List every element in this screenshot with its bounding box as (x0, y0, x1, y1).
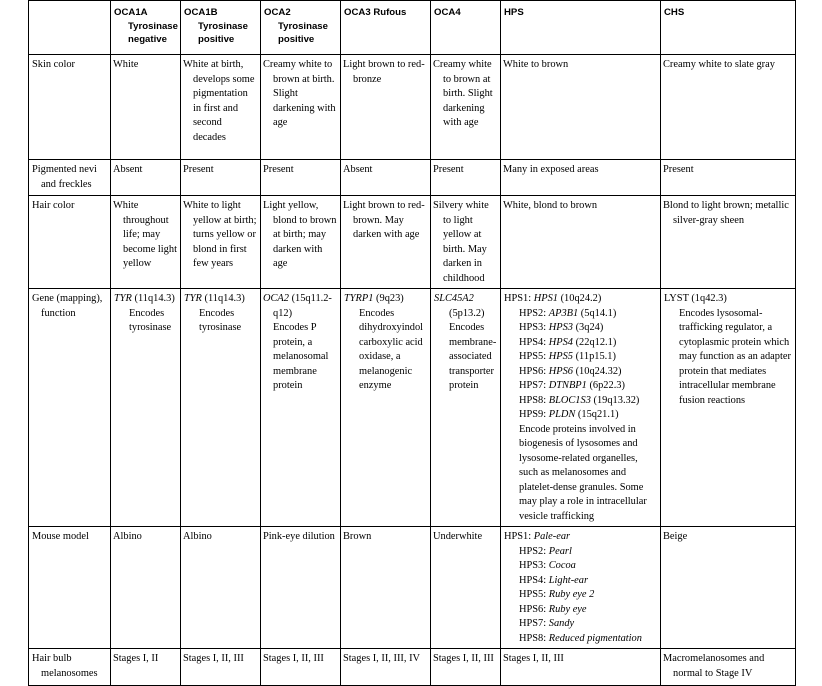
cell-oca4 (431, 289, 501, 527)
header-oca4: OCA4 (431, 1, 501, 55)
cell-oca2: Creamy white to brown at birth. Slight darkening with age (261, 55, 341, 160)
cell-oca3: Stages I, II, III, IV (341, 649, 431, 686)
row-label: Skin color (29, 55, 111, 160)
table-container (28, 0, 796, 686)
cell-chs: Beige (661, 527, 796, 649)
header-blank (29, 1, 111, 55)
cell-oca4: Silvery white to light yellow at birth. May darken in childhood (431, 196, 501, 289)
gene-locus: (5p13.2) (449, 307, 485, 319)
cell-oca2: Light yellow, blond to brown at birth; may darken with age (261, 196, 341, 289)
gene-symbol: TYR (114, 293, 132, 304)
gene-symbol: TYRP1 (344, 293, 374, 304)
cell-oca1a: Stages I, II (111, 649, 181, 686)
cell-oca4: Creamy white to brown at birth. Slight darkening with age (431, 55, 501, 160)
albinism-comparison-table (28, 0, 796, 686)
gene-function: Encodes tyrosinase (199, 307, 242, 333)
gene-symbol: SLC45A2 (434, 293, 474, 304)
hps-gene-entry: HPS3: HPS3 (3q24) (519, 322, 604, 333)
header-oca1a: OCA1A Tyrosinase negative (111, 1, 181, 55)
hps-mouse-entry: HPS8: Reduced pigmentation (519, 632, 642, 644)
header-chs: CHS (661, 1, 796, 55)
gene-symbol: LYST (664, 293, 689, 304)
cell-oca3 (341, 289, 431, 527)
cell-oca4: Present (431, 160, 501, 196)
gene-function: Encodes P protein, a melanosomal membrane protein (273, 322, 329, 391)
cell-hps (501, 527, 661, 649)
row-skin-color (29, 55, 796, 160)
cell-oca1a: White throughout life; may become light yellow (111, 196, 181, 289)
hps-gene-entry: HPS4: HPS4 (22q12.1) (519, 336, 617, 348)
cell-hps: White, blond to brown (501, 196, 661, 289)
hps-mouse-entry: HPS7: Sandy (519, 618, 575, 629)
cell-chs: Present (661, 160, 796, 196)
gene-function: Encode proteins involved in biogenesis of lysosomes and lysosome-related organelles, such as melanosomes and platelet-dense granules. Some may play a role in intracellular vesicle trafficking (519, 423, 647, 522)
hps-gene-entry: HPS5: HPS5 (11p15.1) (519, 351, 616, 362)
hps-gene-entry: HPS7: DTNBP1 (6p22.3) (519, 380, 625, 391)
cell-oca1a: White (111, 55, 181, 160)
cell-oca3: Light brown to red-bronze (341, 55, 431, 160)
gene-locus: (11q14.3) (131, 293, 175, 304)
gene-locus: (15q11.2-q12) (273, 293, 332, 319)
cell-hps: Many in exposed areas (501, 160, 661, 196)
gene-symbol: OCA2 (263, 293, 289, 304)
gene-locus: (11q14.3) (201, 293, 245, 304)
hps-gene-entry: HPS8: BLOC1S3 (19q13.32) (519, 394, 640, 406)
row-mouse-model (29, 527, 796, 649)
hps-mouse-entry: HPS4: Light-ear (519, 574, 589, 586)
header-oca3: OCA3 Rufous (341, 1, 431, 55)
row-label: Gene (mapping), function (29, 289, 111, 527)
cell-oca2: Stages I, II, III (261, 649, 341, 686)
cell-chs: Creamy white to slate gray (661, 55, 796, 160)
cell-hps (501, 289, 661, 527)
cell-chs: Macromelanosomes and normal to Stage IV (661, 649, 796, 686)
cell-hps: Stages I, II, III (501, 649, 661, 686)
cell-oca3: Light brown to red-brown. May darken with age (341, 196, 431, 289)
cell-oca2 (261, 289, 341, 527)
hps-mouse-entry: HPS1: Pale-ear (504, 531, 571, 542)
gene-function: Encodes membrane-associated transporter protein (449, 322, 497, 391)
row-label: Hair bulb melanosomes (29, 649, 111, 686)
cell-oca1b: Stages I, II, III (181, 649, 261, 686)
cell-oca4: Stages I, II, III (431, 649, 501, 686)
gene-function: Encodes dihydroxyindol carboxylic acid oxidase, a melanogenic enzyme (359, 307, 424, 391)
row-nevi (29, 160, 796, 196)
cell-oca1b: Albino (181, 527, 261, 649)
cell-oca4: Underwhite (431, 527, 501, 649)
header-oca2: OCA2 Tyrosinase positive (261, 1, 341, 55)
hps-mouse-entry: HPS3: Cocoa (519, 560, 576, 571)
row-label: Mouse model (29, 527, 111, 649)
row-label: Hair color (29, 196, 111, 289)
gene-function: Encodes lysosomal-trafficking regulator, a cytoplasmic protein which may function as an adapter protein that mediates intracellular membrane fusion reactions (679, 307, 791, 406)
cell-hps: White to brown (501, 55, 661, 160)
cell-oca3: Brown (341, 527, 431, 649)
cell-oca1b: White to light yellow at birth; turns yellow or blond in first few years (181, 196, 261, 289)
row-gene (29, 289, 796, 527)
gene-locus: (1q42.3) (688, 293, 727, 304)
cell-oca1b: Present (181, 160, 261, 196)
gene-function: Encodes tyrosinase (129, 307, 172, 333)
gene-symbol: TYR (184, 293, 202, 304)
header-oca1b: OCA1B Tyrosinase positive (181, 1, 261, 55)
row-label: Pigmented nevi and freckles (29, 160, 111, 196)
row-hair-color (29, 196, 796, 289)
hps-gene-entry: HPS1: HPS1 (10q24.2) (504, 293, 602, 304)
header-hps: HPS (501, 1, 661, 55)
cell-oca1a: Albino (111, 527, 181, 649)
hps-mouse-entry: HPS5: Ruby eye 2 (519, 589, 595, 600)
gene-locus: (9q23) (373, 293, 404, 304)
hps-gene-entry: HPS6: HPS6 (10q24.32) (519, 365, 622, 377)
hps-mouse-entry: HPS6: Ruby eye (519, 603, 587, 615)
cell-oca3: Absent (341, 160, 431, 196)
hps-gene-entry: HPS2: AP3B1 (5q14.1) (519, 307, 617, 319)
cell-oca1b: White at birth, develops some pigmentation in first and second decades (181, 55, 261, 160)
header-row (29, 1, 796, 55)
cell-oca1a (111, 289, 181, 527)
cell-oca1a: Absent (111, 160, 181, 196)
cell-oca2: Pink-eye dilution (261, 527, 341, 649)
hps-gene-entry: HPS9: PLDN (15q21.1) (519, 409, 619, 420)
cell-chs (661, 289, 796, 527)
cell-oca1b (181, 289, 261, 527)
hps-mouse-entry: HPS2: Pearl (519, 545, 572, 557)
cell-oca2: Present (261, 160, 341, 196)
row-hair-bulb (29, 649, 796, 686)
cell-chs: Blond to light brown; metallic silver-gray sheen (661, 196, 796, 289)
